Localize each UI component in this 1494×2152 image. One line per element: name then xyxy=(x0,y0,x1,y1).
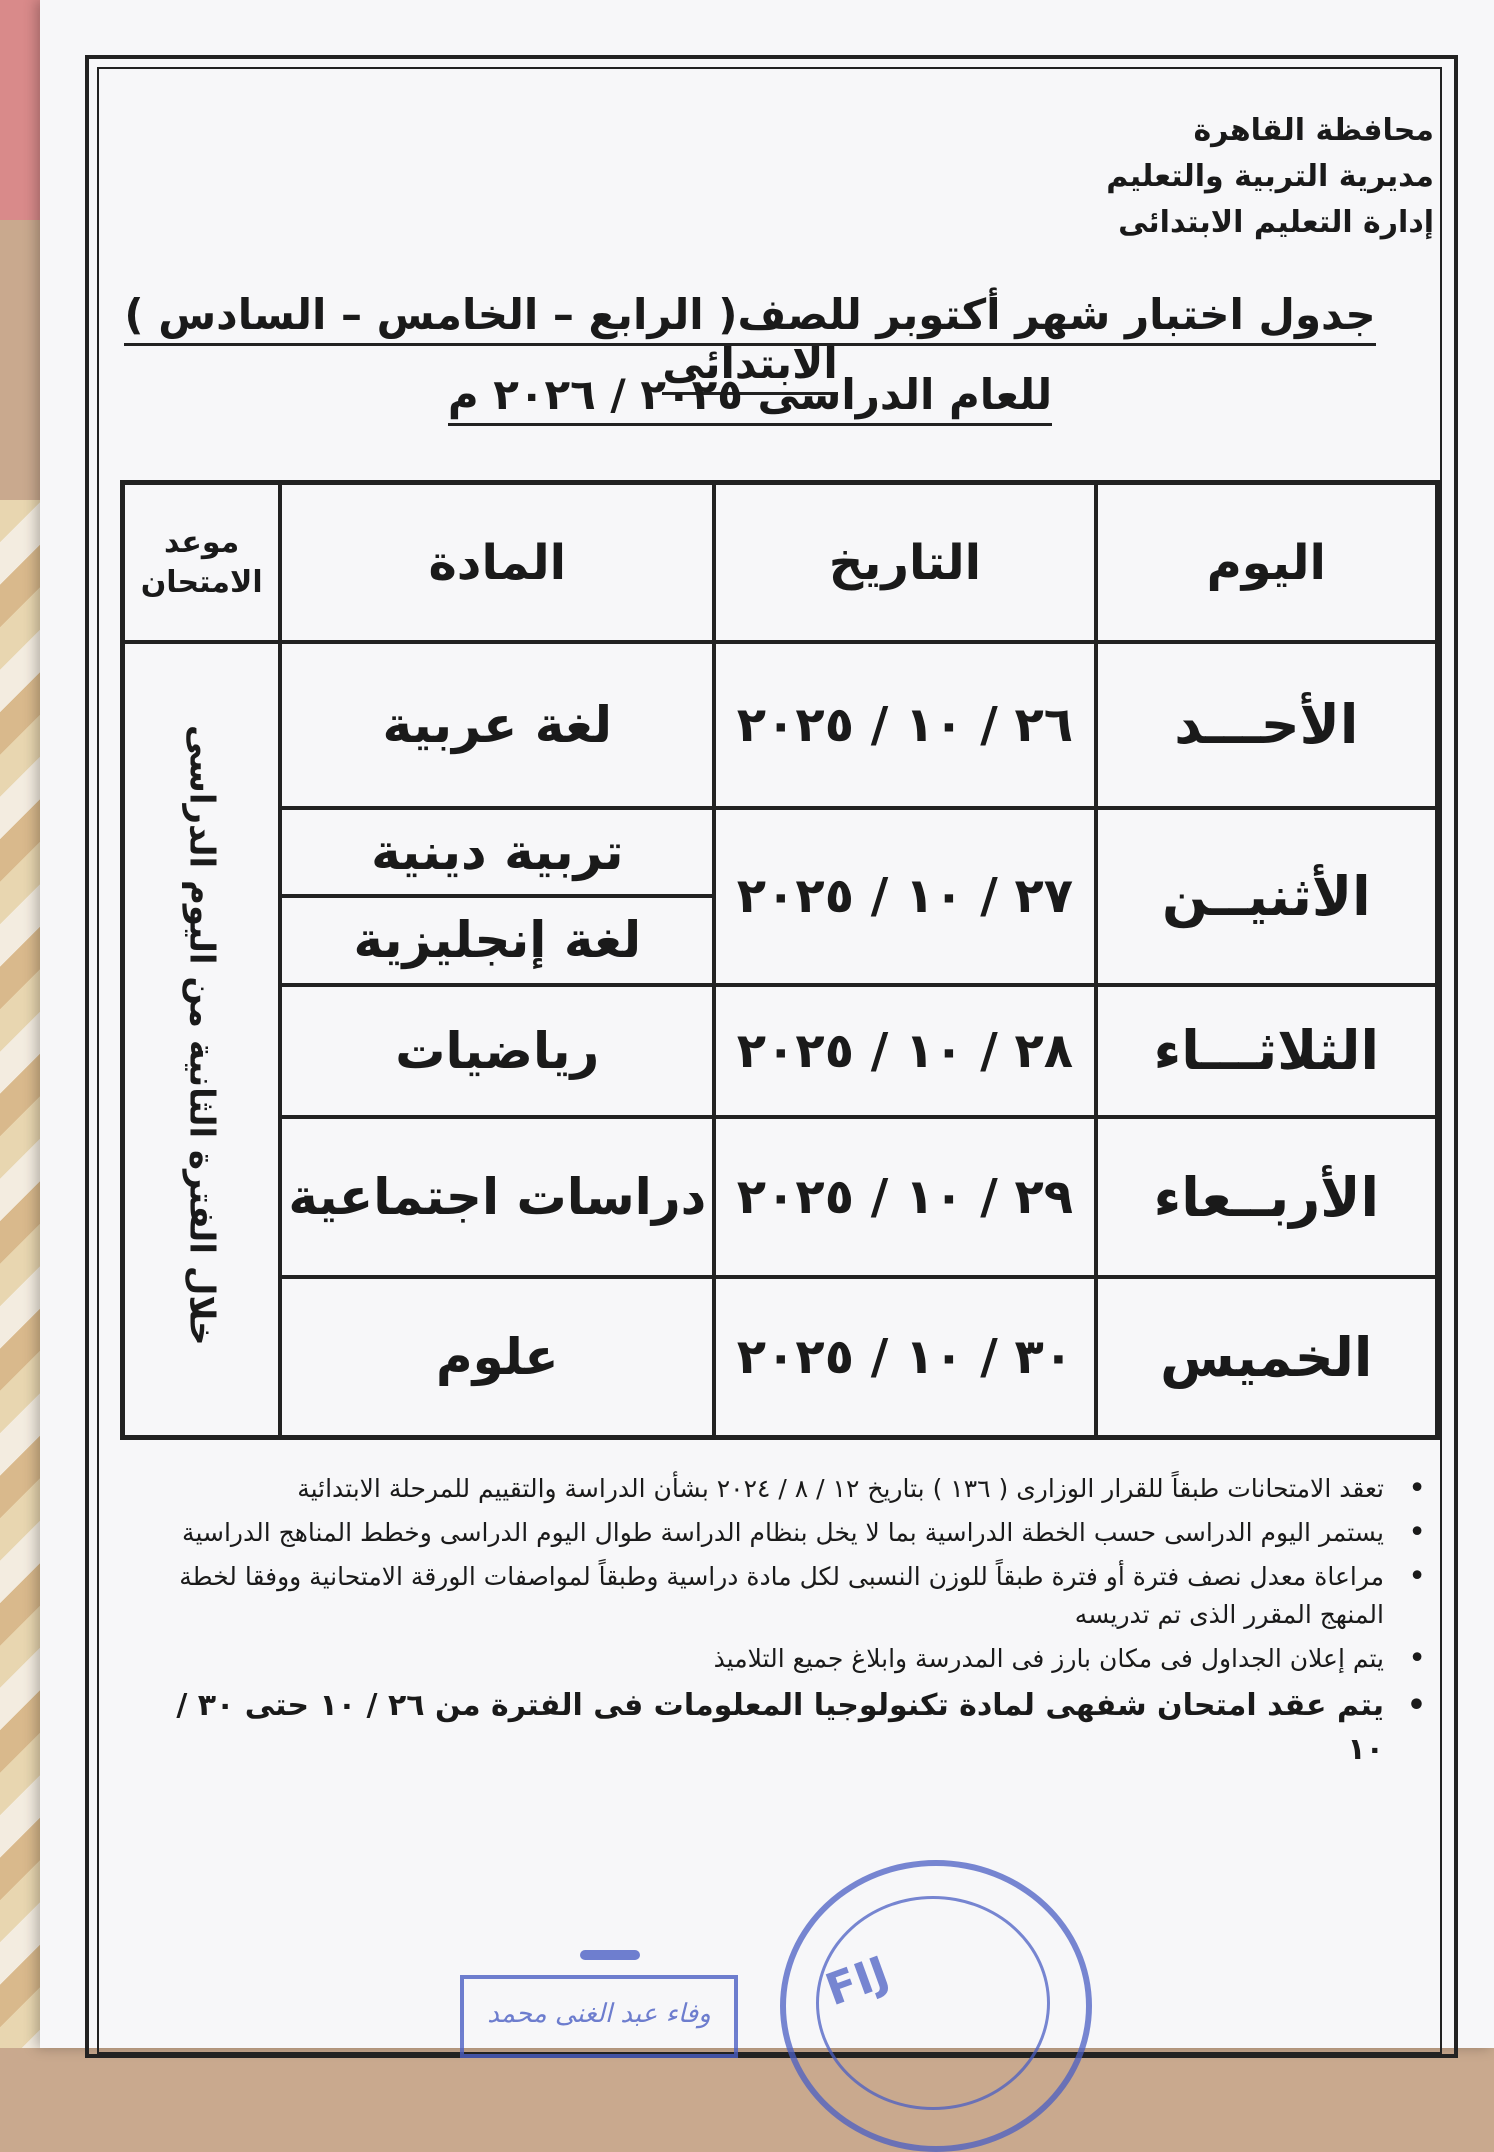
notes-list xyxy=(134,1470,1434,1778)
table-row xyxy=(123,1277,1438,1437)
header-day: اليوم xyxy=(1096,483,1438,643)
official-round-stamp xyxy=(780,1860,1092,2152)
table-row xyxy=(123,1117,1438,1277)
row-date: ٣٠ / ١٠ / ٢٠٢٥ xyxy=(714,1277,1095,1437)
signature-stamp: وفاء عبد الغنى محمد xyxy=(460,1975,738,2058)
time-note-cell xyxy=(123,642,281,1437)
governorate-name: محافظة القاهرة xyxy=(1193,113,1434,148)
row-subject: لغة إنجليزية xyxy=(280,896,714,984)
row-date: ٢٩ / ١٠ / ٢٠٢٥ xyxy=(714,1117,1095,1277)
stamp-mark xyxy=(580,1950,640,1960)
row-day: الأربــعاء xyxy=(1096,1117,1438,1277)
row-subject: دراسات اجتماعية xyxy=(280,1117,714,1277)
note-item: • مراعاة معدل نصف فترة أو فترة طبقاً للوزن النسبى لكل مادة دراسية وطبقاً لمواصفات الورقة الامتحانية ووفقا لخطة المنهج المقرر الذى تم تدريسه xyxy=(134,1558,1434,1634)
administration-name: إدارة التعليم الابتدائى xyxy=(1118,205,1434,240)
row-day: الخميس xyxy=(1096,1277,1438,1437)
row-day: الثلاثـــاء xyxy=(1096,985,1438,1118)
row-date: ٢٦ / ١٠ / ٢٠٢٥ xyxy=(714,642,1095,808)
directorate-name: مديرية التربية والتعليم xyxy=(1106,159,1434,194)
table-row xyxy=(123,985,1438,1118)
row-day: الأثنيــن xyxy=(1096,808,1438,985)
row-subject: لغة عربية xyxy=(280,642,714,808)
exam-schedule-table xyxy=(120,480,1440,1440)
table-header-row xyxy=(123,483,1438,643)
header-time: موعد الامتحان xyxy=(123,483,281,643)
header-subject: المادة xyxy=(280,483,714,643)
row-subject: رياضيات xyxy=(280,985,714,1118)
document-title: جدول اختبار شهر أكتوبر للصف( الرابع – الخامس – السادس ) الابتدائى xyxy=(100,290,1400,388)
row-subject: علوم xyxy=(280,1277,714,1437)
row-subject: تربية دينية xyxy=(280,808,714,896)
note-item-oral-exam: • يتم عقد امتحان شفهى لمادة تكنولوجيا المعلومات فى الفترة من ٢٦ / ١٠ حتى ٣٠ / ١٠ xyxy=(134,1684,1434,1772)
row-date: ٢٧ / ١٠ / ٢٠٢٥ xyxy=(714,808,1095,985)
stamp-text: FIJ xyxy=(819,1946,896,2017)
note-item: • يستمر اليوم الدراسى حسب الخطة الدراسية بما لا يخل بنظام الدراسة طوال اليوم الدراسى وخطط المناهج الدراسية xyxy=(134,1514,1434,1552)
document-header xyxy=(1106,108,1434,246)
row-date: ٢٨ / ١٠ / ٢٠٢٥ xyxy=(714,985,1095,1118)
note-item: • تعقد الامتحانات طبقاً للقرار الوزارى ( ١٣٦ ) بتاريخ ١٢ / ٨ / ٢٠٢٤ بشأن الدراسة والتقييم للمرحلة الابتدائية xyxy=(134,1470,1434,1508)
row-day: الأحـــد xyxy=(1096,642,1438,808)
document-subtitle: للعام الدراسى ٢٠٢٥ / ٢٠٢٦ م xyxy=(100,370,1400,419)
table-row xyxy=(123,808,1438,896)
note-item: • يتم إعلان الجداول فى مكان بارز فى المدرسة وابلاغ جميع التلاميذ xyxy=(134,1640,1434,1678)
time-note: خلال الفترة الثانية من اليوم الدراسى xyxy=(181,724,222,1346)
header-date: التاريخ xyxy=(714,483,1095,643)
table-row xyxy=(123,642,1438,808)
